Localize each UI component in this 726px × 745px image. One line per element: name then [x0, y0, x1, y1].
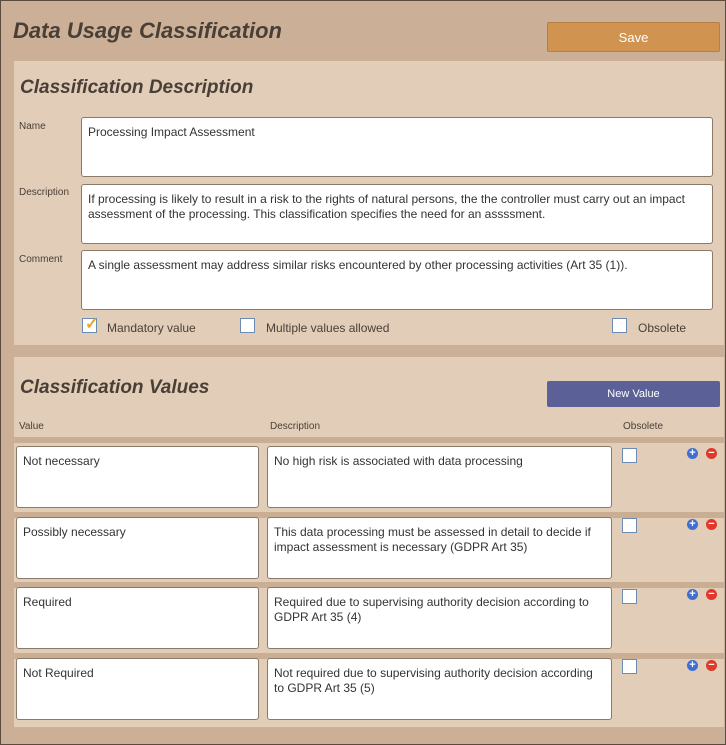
- new-value-button[interactable]: New Value: [547, 381, 720, 407]
- save-button[interactable]: Save: [547, 22, 720, 52]
- multiple-values-checkbox[interactable]: [240, 318, 255, 333]
- row-obsolete-checkbox[interactable]: [622, 589, 637, 604]
- mandatory-checkbox[interactable]: [82, 318, 97, 333]
- value-description-field[interactable]: Not required due to supervising authority decision according to GDPR Art 35 (5): [267, 658, 612, 720]
- name-field[interactable]: Processing Impact Assessment: [81, 117, 713, 177]
- section-title-values: Classification Values: [20, 377, 210, 398]
- page-title: Data Usage Classification: [13, 18, 282, 43]
- multiple-values-label: Multiple values allowed: [266, 321, 390, 335]
- plus-circle-icon[interactable]: +: [687, 519, 698, 530]
- value-field[interactable]: Not necessary: [16, 446, 259, 508]
- column-header-obsolete: Obsolete: [623, 421, 664, 432]
- row-divider: [14, 437, 724, 443]
- section-title-description: Classification Description: [20, 77, 254, 98]
- value-field[interactable]: Required: [16, 587, 259, 649]
- minus-circle-icon[interactable]: −: [706, 448, 717, 459]
- classification-values-panel: [14, 357, 724, 727]
- value-description-field[interactable]: This data processing must be assessed in detail to decide if impact assessment is necessary (GDPR Art 35): [267, 517, 612, 579]
- comment-label: Comment: [19, 254, 63, 265]
- row-obsolete-checkbox[interactable]: [622, 448, 637, 463]
- minus-circle-icon[interactable]: −: [706, 589, 717, 600]
- column-header-value: Value: [19, 421, 44, 432]
- obsolete-checkbox[interactable]: [612, 318, 627, 333]
- classification-description-panel: [14, 61, 724, 345]
- value-field[interactable]: Possibly necessary: [16, 517, 259, 579]
- checkmark-icon: ✓: [85, 316, 99, 333]
- plus-circle-icon[interactable]: +: [687, 589, 698, 600]
- column-header-description: Description: [270, 421, 321, 432]
- description-field[interactable]: If processing is likely to result in a risk to the rights of natural persons, the the controller must carry out an impact assessment of the processing. This classification specifies the need for an assssment.: [81, 184, 713, 244]
- row-obsolete-checkbox[interactable]: [622, 659, 637, 674]
- mandatory-label: Mandatory value: [107, 321, 196, 335]
- comment-field[interactable]: A single assessment may address similar risks encountered by other processing activities (Art 35 (1)).: [81, 250, 713, 310]
- plus-circle-icon[interactable]: +: [687, 660, 698, 671]
- plus-circle-icon[interactable]: +: [687, 448, 698, 459]
- name-label: Name: [19, 121, 46, 132]
- minus-circle-icon[interactable]: −: [706, 519, 717, 530]
- obsolete-label: Obsolete: [638, 321, 687, 335]
- value-field[interactable]: Not Required: [16, 658, 259, 720]
- value-description-field[interactable]: Required due to supervising authority decision according to GDPR Art 35 (4): [267, 587, 612, 649]
- row-obsolete-checkbox[interactable]: [622, 518, 637, 533]
- value-description-field[interactable]: No high risk is associated with data processing: [267, 446, 612, 508]
- description-label: Description: [19, 187, 70, 198]
- minus-circle-icon[interactable]: −: [706, 660, 717, 671]
